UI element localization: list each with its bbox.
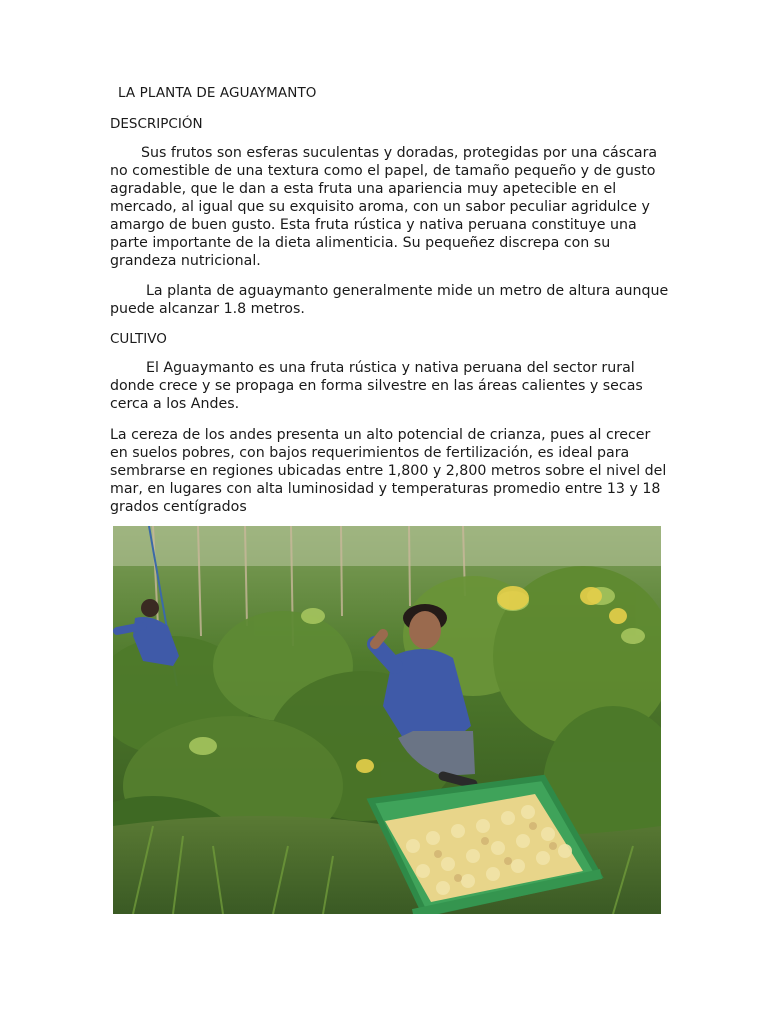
harvest-photo-illustration <box>113 526 661 914</box>
harvest-photo <box>113 526 661 914</box>
section-heading-descripcion: DESCRIPCIÓN <box>110 116 203 132</box>
paragraph-description-fruits: Sus frutos son esferas suculentas y doradas, protegidas por una cáscara no comestible de una textura como el papel, de tamaño pequeño y de gusto agradable, que le dan a esta fruta una apariencia muy apetecible en el mercado, al igual que su exquisito aroma, con un sabor peculiar agridulce y amargo de buen gusto. Esta fruta rústica y nativa peruana constituye una parte importante de la dieta alimenticia. Su pequeñez discrepa con su grandeza nutricional. <box>110 145 658 269</box>
section-heading-cultivo: CULTIVO <box>110 331 167 347</box>
paragraph-plant-height: La planta de aguaymanto generalmente mide un metro de altura aunque puede alcanzar 1.8 metros. <box>110 283 669 317</box>
paragraph-cultivation-conditions: La cereza de los andes presenta un alto potencial de crianza, pues al crecer en suelos pobres, con bajos requerimientos de fertilización, es ideal para sembrarse en regiones ubicadas entre 1,800 y 2,800 metros sobre el nivel del mar, en lugares con alta luminosidad y temperaturas promedio entre 13 y 18 grados centígrados <box>110 427 667 515</box>
paragraph-cultivation-origin: El Aguaymanto es una fruta rústica y nativa peruana del sector rural donde crece y se propaga en forma silvestre en las áreas calientes y secas cerca a los Andes. <box>110 360 643 412</box>
document-title: LA PLANTA DE AGUAYMANTO <box>118 85 317 101</box>
